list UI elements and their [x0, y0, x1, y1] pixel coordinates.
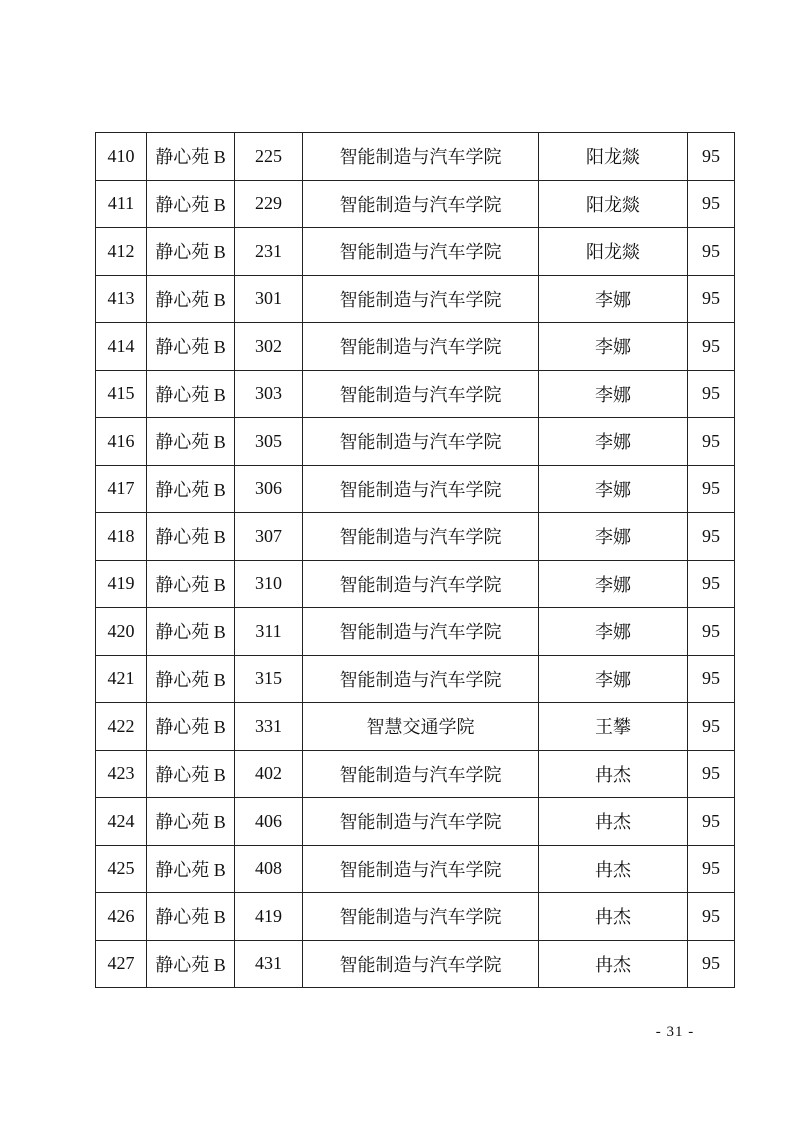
room-number-cell: 225 [235, 133, 303, 181]
building-cell: 静心苑 B [147, 370, 235, 418]
college-cell: 智能制造与汽车学院 [303, 228, 539, 276]
row-index-cell: 425 [96, 845, 147, 893]
building-cell: 静心苑 B [147, 323, 235, 371]
college-cell: 智能制造与汽车学院 [303, 323, 539, 371]
score-cell: 95 [688, 703, 735, 751]
counselor-cell: 李娜 [539, 323, 688, 371]
score-cell: 95 [688, 275, 735, 323]
score-cell: 95 [688, 560, 735, 608]
room-number-cell: 311 [235, 608, 303, 656]
building-cell: 静心苑 B [147, 750, 235, 798]
row-index-cell: 414 [96, 323, 147, 371]
row-index-cell: 422 [96, 703, 147, 751]
score-cell: 95 [688, 133, 735, 181]
counselor-cell: 李娜 [539, 275, 688, 323]
building-cell: 静心苑 B [147, 228, 235, 276]
building-cell: 静心苑 B [147, 133, 235, 181]
counselor-cell: 冉杰 [539, 798, 688, 846]
table-row [96, 513, 735, 561]
score-cell: 95 [688, 608, 735, 656]
room-number-cell: 431 [235, 940, 303, 988]
college-cell: 智能制造与汽车学院 [303, 845, 539, 893]
building-cell: 静心苑 B [147, 798, 235, 846]
room-number-cell: 302 [235, 323, 303, 371]
score-cell: 95 [688, 845, 735, 893]
table-row [96, 893, 735, 941]
table-row [96, 750, 735, 798]
row-index-cell: 412 [96, 228, 147, 276]
row-index-cell: 419 [96, 560, 147, 608]
building-cell: 静心苑 B [147, 465, 235, 513]
score-cell: 95 [688, 798, 735, 846]
building-cell: 静心苑 B [147, 655, 235, 703]
building-cell: 静心苑 B [147, 560, 235, 608]
table-row [96, 608, 735, 656]
score-cell: 95 [688, 323, 735, 371]
counselor-cell: 冉杰 [539, 893, 688, 941]
room-number-cell: 305 [235, 418, 303, 466]
row-index-cell: 423 [96, 750, 147, 798]
room-number-cell: 229 [235, 180, 303, 228]
table-body [96, 133, 735, 988]
score-cell: 95 [688, 370, 735, 418]
table-row [96, 418, 735, 466]
counselor-cell: 李娜 [539, 608, 688, 656]
room-number-cell: 310 [235, 560, 303, 608]
building-cell: 静心苑 B [147, 275, 235, 323]
building-cell: 静心苑 B [147, 418, 235, 466]
score-cell: 95 [688, 180, 735, 228]
college-cell: 智能制造与汽车学院 [303, 180, 539, 228]
score-cell: 95 [688, 940, 735, 988]
building-cell: 静心苑 B [147, 893, 235, 941]
counselor-cell: 李娜 [539, 465, 688, 513]
college-cell: 智能制造与汽车学院 [303, 655, 539, 703]
row-index-cell: 426 [96, 893, 147, 941]
room-number-cell: 408 [235, 845, 303, 893]
college-cell: 智能制造与汽车学院 [303, 893, 539, 941]
dormitory-score-table [95, 132, 735, 988]
room-number-cell: 303 [235, 370, 303, 418]
counselor-cell: 冉杰 [539, 940, 688, 988]
score-cell: 95 [688, 465, 735, 513]
building-cell: 静心苑 B [147, 180, 235, 228]
row-index-cell: 420 [96, 608, 147, 656]
college-cell: 智能制造与汽车学院 [303, 275, 539, 323]
college-cell: 智能制造与汽车学院 [303, 465, 539, 513]
college-cell: 智慧交通学院 [303, 703, 539, 751]
score-cell: 95 [688, 228, 735, 276]
table-row [96, 323, 735, 371]
college-cell: 智能制造与汽车学院 [303, 418, 539, 466]
room-number-cell: 231 [235, 228, 303, 276]
building-cell: 静心苑 B [147, 608, 235, 656]
building-cell: 静心苑 B [147, 703, 235, 751]
table-row [96, 228, 735, 276]
table-row [96, 560, 735, 608]
row-index-cell: 411 [96, 180, 147, 228]
counselor-cell: 阳龙燚 [539, 180, 688, 228]
counselor-cell: 阳龙燚 [539, 133, 688, 181]
table-row [96, 703, 735, 751]
table-row [96, 845, 735, 893]
row-index-cell: 413 [96, 275, 147, 323]
page-number: - 31 - [655, 1024, 695, 1040]
room-number-cell: 331 [235, 703, 303, 751]
building-cell: 静心苑 B [147, 845, 235, 893]
building-cell: 静心苑 B [147, 940, 235, 988]
row-index-cell: 418 [96, 513, 147, 561]
table-row [96, 133, 735, 181]
table-row [96, 275, 735, 323]
counselor-cell: 李娜 [539, 513, 688, 561]
college-cell: 智能制造与汽车学院 [303, 370, 539, 418]
row-index-cell: 427 [96, 940, 147, 988]
row-index-cell: 416 [96, 418, 147, 466]
score-cell: 95 [688, 655, 735, 703]
row-index-cell: 424 [96, 798, 147, 846]
score-cell: 95 [688, 513, 735, 561]
counselor-cell: 冉杰 [539, 750, 688, 798]
room-number-cell: 406 [235, 798, 303, 846]
score-cell: 95 [688, 750, 735, 798]
row-index-cell: 410 [96, 133, 147, 181]
college-cell: 智能制造与汽车学院 [303, 133, 539, 181]
college-cell: 智能制造与汽车学院 [303, 798, 539, 846]
counselor-cell: 李娜 [539, 655, 688, 703]
row-index-cell: 417 [96, 465, 147, 513]
table-row [96, 465, 735, 513]
table-row [96, 940, 735, 988]
room-number-cell: 315 [235, 655, 303, 703]
table-row [96, 655, 735, 703]
table-row [96, 180, 735, 228]
counselor-cell: 冉杰 [539, 845, 688, 893]
table-row [96, 370, 735, 418]
row-index-cell: 415 [96, 370, 147, 418]
building-cell: 静心苑 B [147, 513, 235, 561]
room-number-cell: 301 [235, 275, 303, 323]
score-cell: 95 [688, 418, 735, 466]
college-cell: 智能制造与汽车学院 [303, 750, 539, 798]
counselor-cell: 李娜 [539, 370, 688, 418]
college-cell: 智能制造与汽车学院 [303, 940, 539, 988]
counselor-cell: 阳龙燚 [539, 228, 688, 276]
room-number-cell: 306 [235, 465, 303, 513]
counselor-cell: 王攀 [539, 703, 688, 751]
score-cell: 95 [688, 893, 735, 941]
row-index-cell: 421 [96, 655, 147, 703]
counselor-cell: 李娜 [539, 560, 688, 608]
room-number-cell: 402 [235, 750, 303, 798]
counselor-cell: 李娜 [539, 418, 688, 466]
room-number-cell: 307 [235, 513, 303, 561]
college-cell: 智能制造与汽车学院 [303, 608, 539, 656]
college-cell: 智能制造与汽车学院 [303, 513, 539, 561]
college-cell: 智能制造与汽车学院 [303, 560, 539, 608]
table-row [96, 798, 735, 846]
room-number-cell: 419 [235, 893, 303, 941]
